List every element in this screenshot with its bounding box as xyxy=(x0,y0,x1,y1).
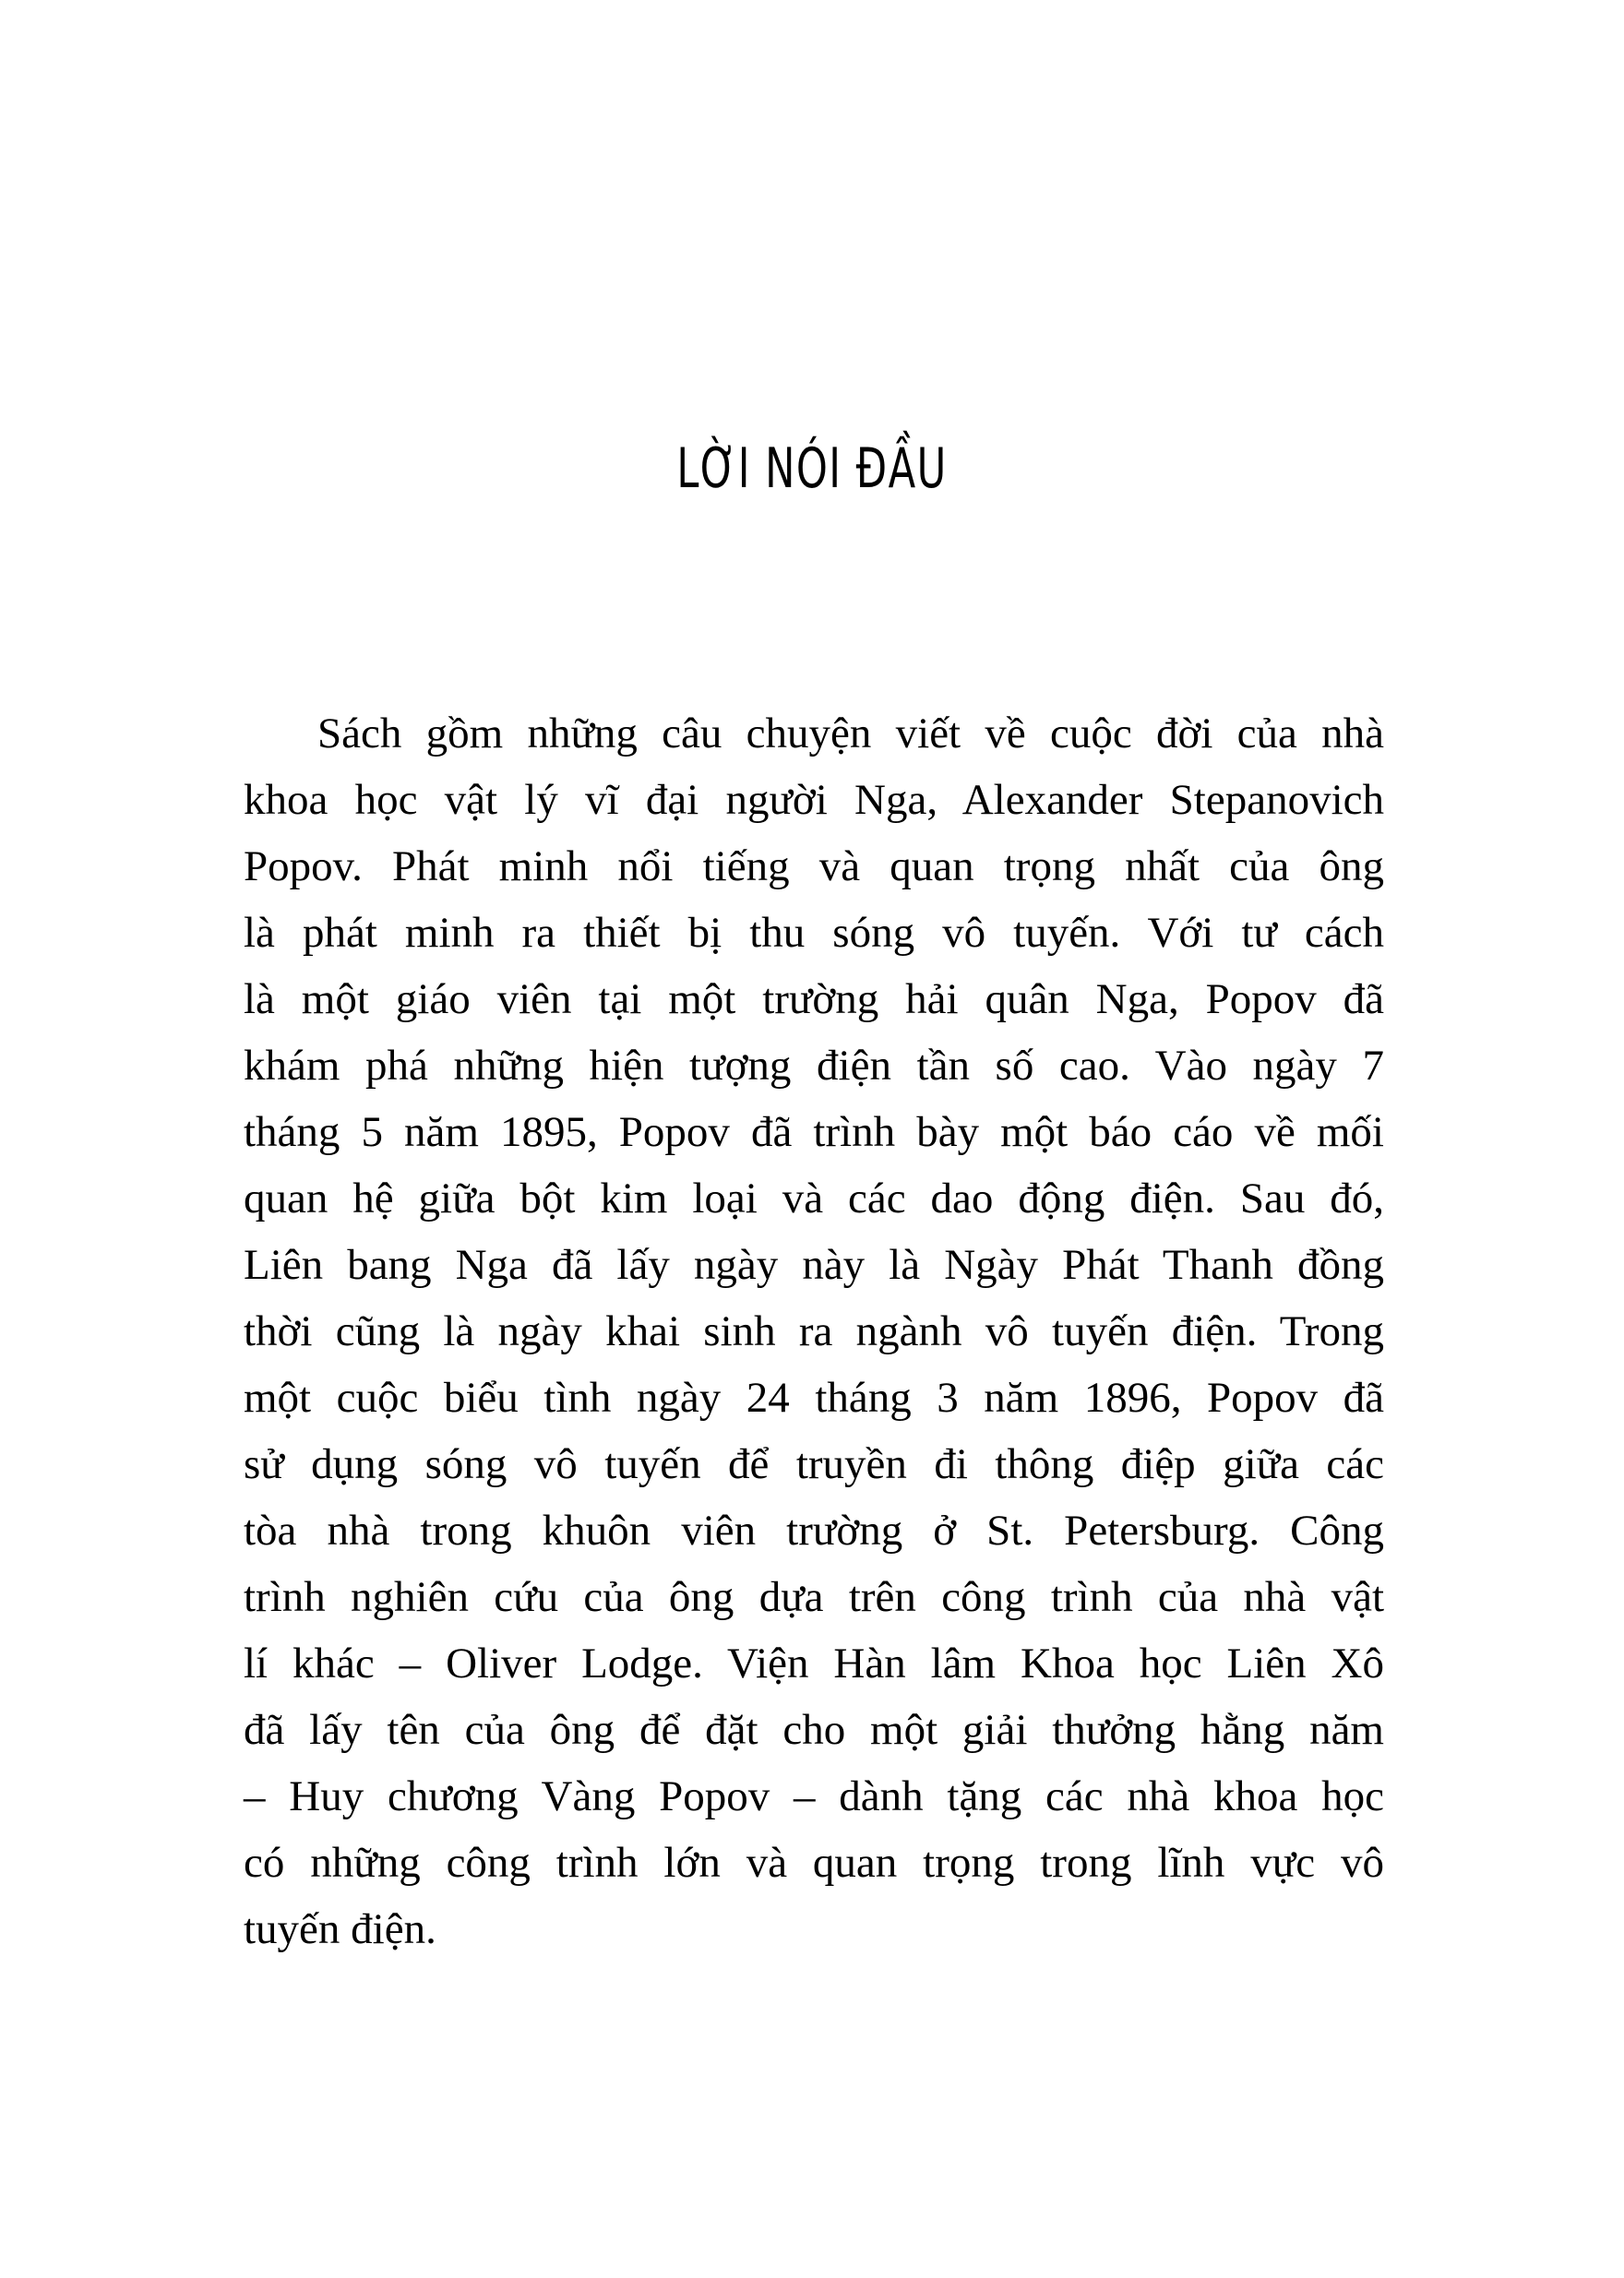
paragraph-line: quan hệ giữa bột kim loại và các dao động điện. Sau đó, xyxy=(244,1175,1384,1222)
paragraph-line: Liên bang Nga đã lấy ngày này là Ngày Phát Thanh đồng xyxy=(244,1241,1384,1289)
paragraph-line: khoa học vật lý vĩ đại người Nga, Alexander Stepanovich xyxy=(244,776,1384,824)
preface-paragraph xyxy=(244,700,1384,1962)
paragraph-line: là một giáo viên tại một trường hải quân Nga, Popov đã xyxy=(244,975,1384,1023)
paragraph-line: đã lấy tên của ông để đặt cho một giải thưởng hằng năm xyxy=(244,1706,1384,1754)
paragraph-line: sử dụng sóng vô tuyến để truyền đi thông điệp giữa các xyxy=(244,1440,1384,1488)
paragraph-line: tháng 5 năm 1895, Popov đã trình bày một báo cáo về mối xyxy=(244,1108,1384,1156)
paragraph-line: là phát minh ra thiết bị thu sóng vô tuyến. Với tư cách xyxy=(244,909,1384,957)
paragraph-line: thời cũng là ngày khai sinh ra ngành vô tuyến điện. Trong xyxy=(244,1307,1384,1355)
paragraph-line: – Huy chương Vàng Popov – dành tặng các nhà khoa học xyxy=(244,1772,1384,1820)
paragraph-line: Popov. Phát minh nổi tiếng và quan trọng nhất của ông xyxy=(244,842,1384,890)
paragraph-line: lí khác – Oliver Lodge. Viện Hàn lâm Khoa học Liên Xô xyxy=(244,1640,1384,1688)
paragraph-line: Sách gồm những câu chuyện viết về cuộc đời của nhà xyxy=(317,710,1384,757)
paragraph-line: một cuộc biểu tình ngày 24 tháng 3 năm 1896, Popov đã xyxy=(244,1374,1384,1422)
paragraph-line: có những công trình lớn và quan trọng trong lĩnh vực vô xyxy=(244,1839,1384,1887)
paragraph-line: khám phá những hiện tượng điện tần số cao. Vào ngày 7 xyxy=(244,1042,1384,1090)
paragraph-line: tòa nhà trong khuôn viên trường ở St. Petersburg. Công xyxy=(244,1507,1384,1555)
paragraph-line: tuyến điện. xyxy=(244,1905,436,1953)
paragraph-line: trình nghiên cứu của ông dựa trên công trình của nhà vật xyxy=(244,1573,1384,1621)
page-title: LỜI NÓI ĐẦU xyxy=(676,436,948,501)
